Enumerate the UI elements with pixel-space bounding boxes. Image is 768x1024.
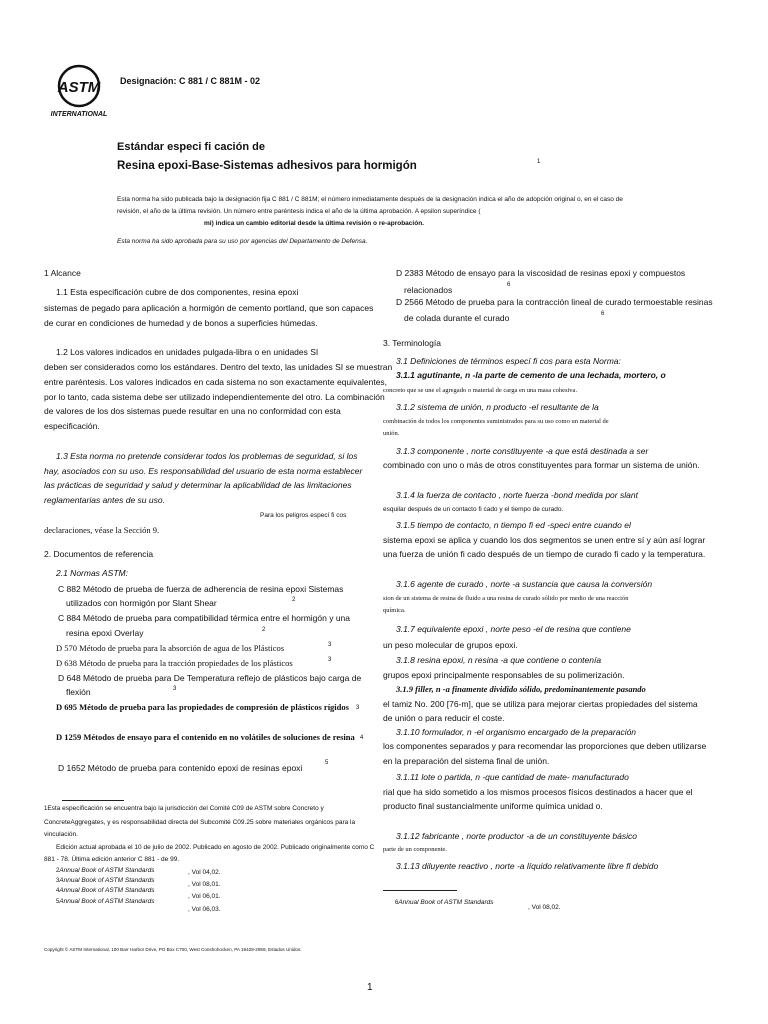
- ref-d570-fn: 3: [328, 642, 332, 648]
- s13-l4: reglamentarias antes de su uso.: [44, 495, 165, 505]
- intro-dod: Esta norma ha sido aprobada para su uso por agencias del Departamento de Defensa.: [117, 238, 368, 245]
- ref-d2566-l2: de colada durante el curado: [404, 313, 510, 323]
- ref-d648-l1: D 648 Método de prueba para De Temperatura reflejo de plásticos bajo carga de: [58, 673, 362, 683]
- s11-l3: de curar en condiciones de humedad y de bonos a superficies húmedas.: [44, 318, 318, 328]
- fn-book-3-vol: , Vol 08,01.: [188, 881, 221, 888]
- fn-book-5: 5Annual Book of ASTM Standards: [56, 898, 155, 905]
- s3112-l1: 3.1.12 fabricante , norte productor -a de un constituyente básico: [396, 831, 637, 841]
- right-footnote-rule: [383, 890, 457, 891]
- s311-l1: 3.1.1 agutinante, n -la parte de cemento de una lechada, mortero, o: [396, 370, 666, 380]
- s3110-l3: en la preparación del sistema final de unión.: [383, 756, 550, 766]
- s312-l1: 3.1.2 sistema de unión, n producto -el resultante de la: [396, 402, 599, 412]
- s3111-l3: producto final sustancialmente uniforme química unidad o.: [383, 801, 603, 811]
- ref-d695: D 695 Método de prueba para las propiedades de compresión de plásticos rígidos: [56, 702, 349, 712]
- intro-line2: revisión, el año de la última revisión. Un número entre paréntesis indica el año de la última aprobación. A epsilon superíndice (: [117, 208, 481, 215]
- intro-line3: mi) indica un cambio editorial desde la última revisión o re-aprobación.: [204, 220, 424, 227]
- s313-l2: combinado con uno o más de otros constituyentes para formar un sistema de unión.: [383, 460, 700, 470]
- ref-d1652-fn: 5: [325, 760, 329, 766]
- title-footnote-ref: 1: [537, 159, 541, 165]
- logo-subtext: INTERNATIONAL: [50, 111, 108, 118]
- ref-d1259: D 1259 Métodos de ensayo para el contenido en no volátiles de soluciones de resina: [56, 732, 355, 742]
- s319-l1: 3.1.9 filler, n -a finamente dividido sólido, predominantemente pasando: [396, 684, 646, 694]
- s316-l2: sion de un sistema de resina de fluido a una resina de curado sólido por medio de una reacción: [383, 595, 629, 602]
- ref-d2566-fn: 6: [601, 311, 605, 317]
- intro-line1: Esta norma ha sido publicada bajo la designación fija C 881 / C 881M; el número inmediatamente después de la designación indica el año de adopción original o, en el caso de: [117, 196, 623, 203]
- s3113-l1: 3.1.13 diluyente reactivo , norte -a líquido relativamente libre fl debido: [396, 861, 659, 871]
- ref-d648-l2: flexión: [66, 687, 91, 697]
- ref-d2566-l1: D 2566 Método de prueba para la contracción lineal de curado termoestable resinas: [396, 297, 713, 307]
- s318-l1: 3.1.8 resina epoxi, n resina -a que contiene o contenía: [396, 655, 602, 665]
- left-footnote-rule: [62, 800, 124, 801]
- s13-l3: las prácticas de seguridad y salud y determinar la aplicabilidad de las limitaciones: [44, 480, 352, 490]
- s312-l3: unión.: [383, 430, 400, 437]
- s3111-l2: rial que ha sido sometido a los mismos procesos físicos destinados a hacer que el: [383, 787, 693, 797]
- ref-d570: D 570 Método de prueba para la absorción de agua de los Plásticos: [56, 643, 285, 653]
- ref-c882-l1: C 882 Método de prueba de fuerza de adherencia de resina epoxi Sistemas: [58, 584, 344, 594]
- ref-d2383-l2: relacionados: [404, 285, 453, 295]
- s315-l2: sistema epoxi se aplica y cuando los dos segmentos se unen entre sí y aún así lograr: [383, 535, 706, 545]
- s3110-l1: 3.1.10 formulador, n -el organismo encargado de la preparación: [396, 727, 637, 737]
- astm-logo-icon: [44, 64, 114, 120]
- page-number: 1: [367, 982, 373, 993]
- s11-l2: sistemas de pegado para aplicación a hormigón de cemento portland, que son capaces: [44, 303, 374, 313]
- designation: Designación: C 881 / C 881M - 02: [120, 76, 261, 86]
- s3112-l2: parte de un componente.: [383, 846, 447, 853]
- fn-book-2: 2Annual Book of ASTM Standards: [56, 867, 155, 874]
- fn1-l1-text: Esta especificación se encuentra bajo la jurisdicción del Comité C09 de ASTM sobre Concreto y: [47, 805, 324, 812]
- s12-l4: por lo tanto, cada sistema debe ser utilizado independientemente del otro. La combinación: [44, 392, 385, 402]
- s314-l1: 3.1.4 la fuerza de contacto , norte fuerza -bond medida por slant: [396, 490, 638, 500]
- s12-l3: entre paréntesis. Los valores indicados en cada sistema no son exactamente equivalentes,: [44, 377, 388, 387]
- s12-l1: 1.2 Los valores indicados en unidades pulgada-libra o en unidades SI: [56, 347, 319, 357]
- s312-l2: combinación de todos los componentes suministrados para su uso como un material de: [383, 418, 609, 425]
- ref-c882-fn: 2: [292, 597, 296, 603]
- section3-heading: 3. Terminología: [383, 338, 441, 348]
- ref-d638: D 638 Método de prueba para la tracción propiedades de los plásticos: [56, 658, 293, 668]
- s317-l2: un peso molecular de grupos epoxi.: [383, 640, 518, 650]
- s315-l3: una fuerza de unión fi cado después de un tiempo de curado fi cado y la temperatura.: [383, 549, 706, 559]
- s319-l3: de unión o para reducir el coste.: [383, 713, 505, 723]
- fn-book-6: 6Annual Book of ASTM Standards: [395, 899, 494, 906]
- fn-book-2-vol: , Vol 04,02.: [188, 869, 221, 876]
- ref-d638-fn: 3: [328, 657, 332, 663]
- s316-l1: 3.1.6 agente de curado , norte -a sustancia que causa la conversión: [396, 579, 653, 589]
- fn-book-4-vol: , Vol 06,01.: [188, 893, 221, 900]
- s318-l2: grupos epoxi principalmente responsables de su polimerización.: [383, 670, 625, 680]
- fn1-l2: ConcreteAggregates, y es responsabilidad directa del Subcomité C09.25 sobre materiales orgánicos para la: [44, 819, 356, 826]
- fn1-l4: Edición actual aprobada el 10 de julio de 2002. Publicado en agosto de 2002. Publicado originalmente como C: [56, 844, 375, 851]
- title-line2: Resina epoxi-Base-Sistemas adhesivos para hormigón: [117, 160, 417, 172]
- ref-d2383-l1: D 2383 Método de ensayo para la viscosidad de resinas epoxi y compuestos: [396, 268, 686, 278]
- ref-d1259-fn: 4: [360, 735, 364, 741]
- fn-book-6-vol: , Vol 08,02.: [528, 904, 561, 911]
- ref-d695-fn: 3: [356, 705, 360, 711]
- fn1-l1: 1Esta especificación se encuentra bajo la jurisdicción del Comité C09 de ASTM sobre Concreto y: [44, 805, 324, 812]
- s314-l2: esquilar después de un contacto fi cado y el tiempo de curado.: [383, 506, 564, 513]
- section31-heading: 3.1 Definiciones de términos especí fi cos para esta Norma:: [396, 356, 621, 366]
- s13-l6: declaraciones, véase la Sección 9.: [44, 525, 160, 535]
- s319-l2: el tamiz No. 200 [76-m], que se utiliza para mejorar ciertas propiedades del sistema: [383, 699, 698, 709]
- ref-d648-fn: 3: [173, 686, 177, 692]
- ref-c884-fn: 2: [262, 627, 266, 633]
- ref-d1652: D 1652 Método de prueba para contenido epoxi de resinas epoxi: [58, 763, 303, 773]
- s12-l2: deben ser considerados como los estándares. Dentro del texto, las unidades SI se muestran: [44, 362, 393, 372]
- ref-c882-l2: utilizados con hormigón por Slant Shear: [66, 598, 217, 608]
- fn-book-3: 3Annual Book of ASTM Standards: [56, 877, 155, 884]
- s311-l2: concreto que se une el agregado o material de carga en una masa cohesiva.: [383, 387, 578, 394]
- fn-book-5-vol: , Vol 06,03.: [188, 906, 221, 913]
- fn1-l3: vinculación.: [44, 831, 78, 838]
- copyright: Copyright © ASTM International, 100 Barr Harbor Drive, PO Box C700, West Conshohocken, PA 19428-2959, Estados Unidos.: [44, 947, 302, 952]
- section2-heading: 2. Documentos de referencia: [44, 549, 154, 559]
- ref-c884-l1: C 884 Método de prueba para compatibilidad térmica entre el hormigón y una: [58, 613, 351, 623]
- fn1-l5: 881 - 78. Última edición anterior C 881 - de 99.: [44, 856, 180, 863]
- s11-l1: 1.1 Esta especificación cubre de dos componentes, resina epoxi: [56, 287, 299, 297]
- logo-text: ASTM: [57, 79, 101, 96]
- s12-l5: de valores de los dos sistemas puede resultar en una no conformidad con esta: [44, 406, 341, 416]
- s13-l1: 1.3 Esta norma no pretende considerar todos los problemas de seguridad, si los: [56, 451, 358, 461]
- s317-l1: 3.1.7 equivalente epoxi , norte peso -el de resina que contiene: [396, 624, 631, 634]
- section21-heading: 2.1 Normas ASTM:: [56, 568, 128, 578]
- fn-book-4: 4Annual Book of ASTM Standards: [56, 887, 155, 894]
- s316-l3: química.: [383, 607, 406, 614]
- s12-l6: especificación.: [44, 421, 100, 431]
- astm-logo: [44, 64, 114, 120]
- s3110-l2: los componentes separados y para recomendar las proporciones que deben utilizarse: [383, 741, 707, 751]
- ref-d2383-fn: 6: [507, 282, 511, 288]
- s313-l1: 3.1.3 componente , norte constituyente -a que está destinada a ser: [396, 446, 649, 456]
- s13-l5: Para los peligros especí fi cos: [260, 512, 347, 519]
- ref-c884-l2: resina epoxi Overlay: [66, 628, 144, 638]
- s13-l2: hay, asociados con su uso. Es responsabilidad del usuario de esta norma establecer: [44, 466, 363, 476]
- title-line1: Estándar especi fi cación de: [117, 141, 265, 153]
- section1-heading: 1 Alcance: [44, 268, 81, 278]
- s315-l1: 3.1.5 tiempo de contacto, n tiempo fi ed -speci entre cuando el: [396, 520, 631, 530]
- s3111-l1: 3.1.11 lote o partida, n -que cantidad de mate- manufacturado: [396, 772, 629, 782]
